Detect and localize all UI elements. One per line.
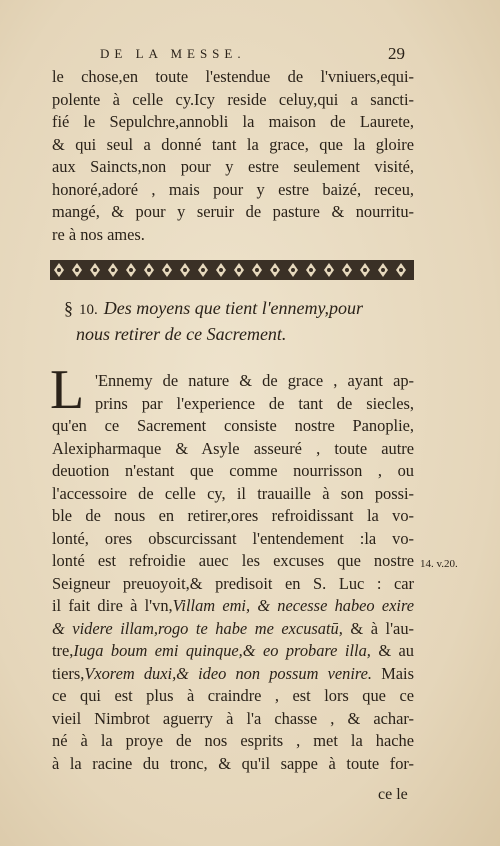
latin-quote: Iuga boum emi quinque,& eo probare illa,: [73, 641, 371, 660]
text-line: à la racine du tronc, & qu'il sappe à toute for-: [52, 753, 414, 773]
section-heading: [64, 296, 414, 346]
text-line-mixed: [52, 663, 414, 686]
page-number: 29: [388, 44, 405, 63]
text-line: lonté est refroidie auec les excuses que nostre: [52, 551, 414, 570]
paragraph-2-indent: [95, 370, 414, 415]
text-line: le chose,en toute l'estendue de l'vniuers,equi-: [52, 67, 414, 86]
text-line: polente à celle cy.Icy reside celuy,qui a sancti-: [52, 89, 414, 109]
text-line: ble de nous en retirer,ores refroidissant la vo-: [52, 506, 414, 525]
section-number: 10.: [79, 302, 98, 318]
catchword: ce le: [378, 786, 408, 803]
latin-quote: & videre illam,rogo te habe me excusatū,: [52, 618, 343, 638]
text-line: lonté, ores obscurcissant l'entendement :la vo-: [52, 528, 414, 548]
text-segment: tiers,: [52, 663, 85, 683]
text-line: vieil Nimbrot aguerry à l'a chasse , & achar-: [52, 708, 414, 728]
section-symbol: §: [64, 298, 73, 318]
text-segment: & au: [378, 641, 414, 660]
text-line: deuotion n'estant que comme nourrisson , ou: [52, 461, 414, 480]
margin-reference: 14. v.20.: [420, 558, 458, 570]
text-line: né à la proye de nos esprits , met la hache: [52, 731, 414, 750]
drop-cap: L: [50, 359, 85, 421]
text-line-mixed: [52, 618, 414, 641]
text-line: honoré,adoré , mais pour y estre baizé, receu,: [52, 179, 414, 199]
text-line-mixed: [52, 595, 414, 618]
text-line: Seigneur preuoyoit,& predisoit en S. Luc : car: [52, 573, 414, 593]
text-segment: Mais: [381, 663, 414, 683]
latin-quote: Vxorem duxi,& ideo non possum venire.: [84, 663, 373, 683]
text-line: prins par l'experience de tant de siecles,: [95, 393, 414, 413]
text-line: fié le Sepulchre,annobli la maison de Laurete,: [52, 112, 414, 131]
text-line-mixed: [52, 640, 414, 663]
section-title-line-2: nous retirer de ce Sacrement.: [76, 324, 287, 344]
text-line: Alexipharmaque & Asyle asseuré , toute autre: [52, 438, 414, 458]
latin-quote: Villam emi, & necesse habeo exire: [172, 596, 414, 615]
paragraph-1: [52, 66, 414, 246]
text-line: 'Ennemy de nature & de grace , ayant ap-: [95, 371, 414, 390]
text-segment: tre,: [52, 641, 74, 660]
text-line: l'accessoire de celle cy, il trauaille à son possi-: [52, 483, 414, 503]
text-segment: il fait dire à l'vn,: [52, 596, 173, 615]
ornament-band: [50, 259, 414, 281]
text-line: qu'en ce Sacrement consiste nostre Panoplie,: [52, 416, 414, 435]
section-title-line-1: Des moyens que tient l'ennemy,pour: [103, 298, 364, 318]
text-line: aux Saincts,non pour y estre seulement visité,: [52, 157, 414, 176]
running-title: DE LA MESSE.: [100, 46, 246, 61]
text-line: ce qui est plus à craindre , est lors que ce: [52, 686, 414, 705]
text-line: & qui seul a donné tant la grace, que la gloire: [52, 134, 414, 154]
text-line: re à nos ames.: [52, 224, 145, 244]
text-line: mangé, & pour y seruir de pasture & nourritu-: [52, 202, 414, 221]
paragraph-2: [52, 415, 414, 775]
text-segment: & à l'au-: [350, 618, 414, 638]
